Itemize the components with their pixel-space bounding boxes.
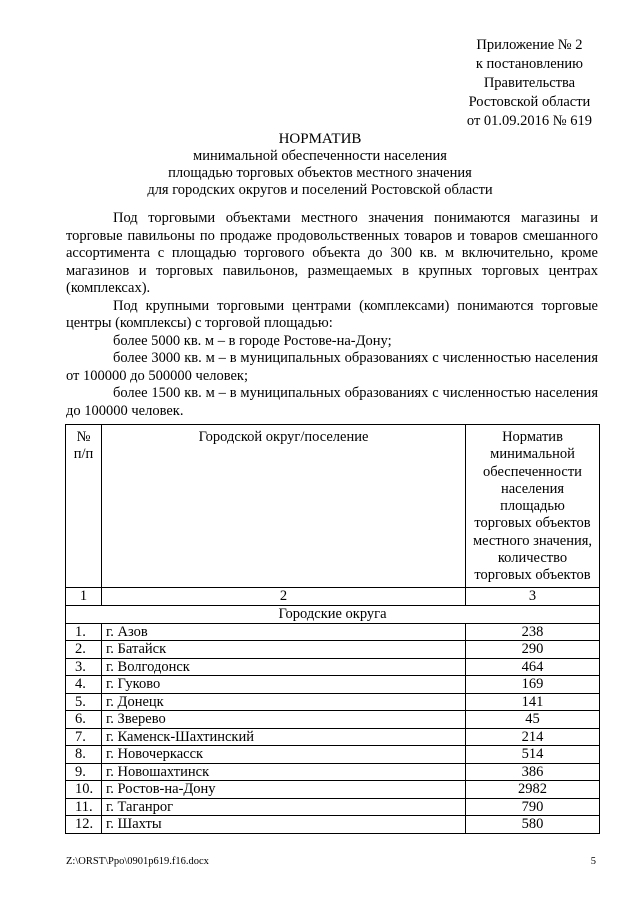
header-district: Городской округ/поселение [102,425,466,588]
column-number: 3 [466,587,600,605]
row-value: 386 [466,763,600,781]
row-name: г. Таганрог [102,798,466,816]
table-header-row [66,425,600,588]
row-name: г. Азов [102,623,466,641]
paragraph: более 5000 кв. м – в городе Ростове-на-Дону; [113,332,392,349]
row-value: 214 [466,728,600,746]
row-value: 790 [466,798,600,816]
row-name: г. Донецк [102,693,466,711]
appendix-line: Ростовской области [468,94,591,110]
table-row [66,641,600,659]
paragraph: Под торговыми объектами местного значения понимаются магазины и торговые павильоны по продаже продовольственных товаров и товаров смешанного ассортимента с площадью торгового объекта до 300 кв. м включительно, кроме магазинов и торговых павильонов, размещаемых в крупных торговых центрах (комплексах). [66,210,598,296]
row-number: 10. [66,781,102,799]
paragraph: Под крупными торговыми центрами (комплексами) понимаются торговые центры (комплексы) с торговой площадью: [66,297,598,331]
table-row [66,816,600,834]
column-number-row [66,587,600,605]
table-row [66,711,600,729]
row-name: г. Зверево [102,711,466,729]
body-text [66,210,598,420]
row-number: 3. [66,658,102,676]
row-value: 290 [466,641,600,659]
row-value: 141 [466,693,600,711]
appendix-line: Правительства [483,75,576,91]
table-body [66,623,600,833]
row-number: 9. [66,763,102,781]
table-row [66,676,600,694]
appendix-block [467,36,592,131]
row-name: г. Новочеркасск [102,746,466,764]
table-row [66,658,600,676]
row-number: 1. [66,623,102,641]
row-number: 12. [66,816,102,834]
group-title: Городские округа [66,605,600,623]
table-row [66,728,600,746]
paragraph: более 1500 кв. м – в муниципальных образованиях с численностью населения до 100000 человек. [66,385,598,419]
row-name: г. Ростов-на-Дону [102,781,466,799]
row-value: 514 [466,746,600,764]
header-norm: Норматив минимальной обеспеченности населения площадью торговых объектов местного значения, количество торговых объектов [466,425,600,588]
table-row [66,693,600,711]
row-number: 4. [66,676,102,694]
row-name: г. Шахты [102,816,466,834]
table-row [66,623,600,641]
paragraph: более 3000 кв. м – в муниципальных образованиях с численностью населения от 100000 до 500000 человек; [66,350,598,384]
table-row [66,763,600,781]
row-number: 5. [66,693,102,711]
table-row [66,798,600,816]
row-value: 580 [466,816,600,834]
row-value: 2982 [466,781,600,799]
title-subline: площадью торговых объектов местного значения [168,165,472,181]
header-number: № п/п [66,425,102,588]
row-number: 8. [66,746,102,764]
appendix-line: от 01.09.2016 № 619 [466,113,592,129]
row-value: 45 [466,711,600,729]
row-number: 7. [66,728,102,746]
row-name: г. Гуково [102,676,466,694]
appendix-line: к постановлению [475,56,583,72]
page-number: 5 [590,856,596,867]
footer-file-path: Z:\ORST\Ppo\0901p619.f16.docx [66,856,209,867]
row-number: 2. [66,641,102,659]
row-number: 11. [66,798,102,816]
document-title [0,131,640,199]
title-main: НОРМАТИВ [278,131,362,147]
title-subline: для городских округов и поселений Ростовской области [147,182,493,198]
group-row [66,605,600,623]
row-value: 169 [466,676,600,694]
norm-table [65,424,600,834]
row-value: 238 [466,623,600,641]
row-name: г. Новошахтинск [102,763,466,781]
column-number: 1 [66,587,102,605]
table-row [66,781,600,799]
row-number: 6. [66,711,102,729]
appendix-line: Приложение № 2 [476,37,583,53]
title-subline: минимальной обеспеченности населения [193,148,447,164]
row-name: г. Волгодонск [102,658,466,676]
row-value: 464 [466,658,600,676]
row-name: г. Батайск [102,641,466,659]
row-name: г. Каменск-Шахтинский [102,728,466,746]
table-row [66,746,600,764]
column-number: 2 [102,587,466,605]
